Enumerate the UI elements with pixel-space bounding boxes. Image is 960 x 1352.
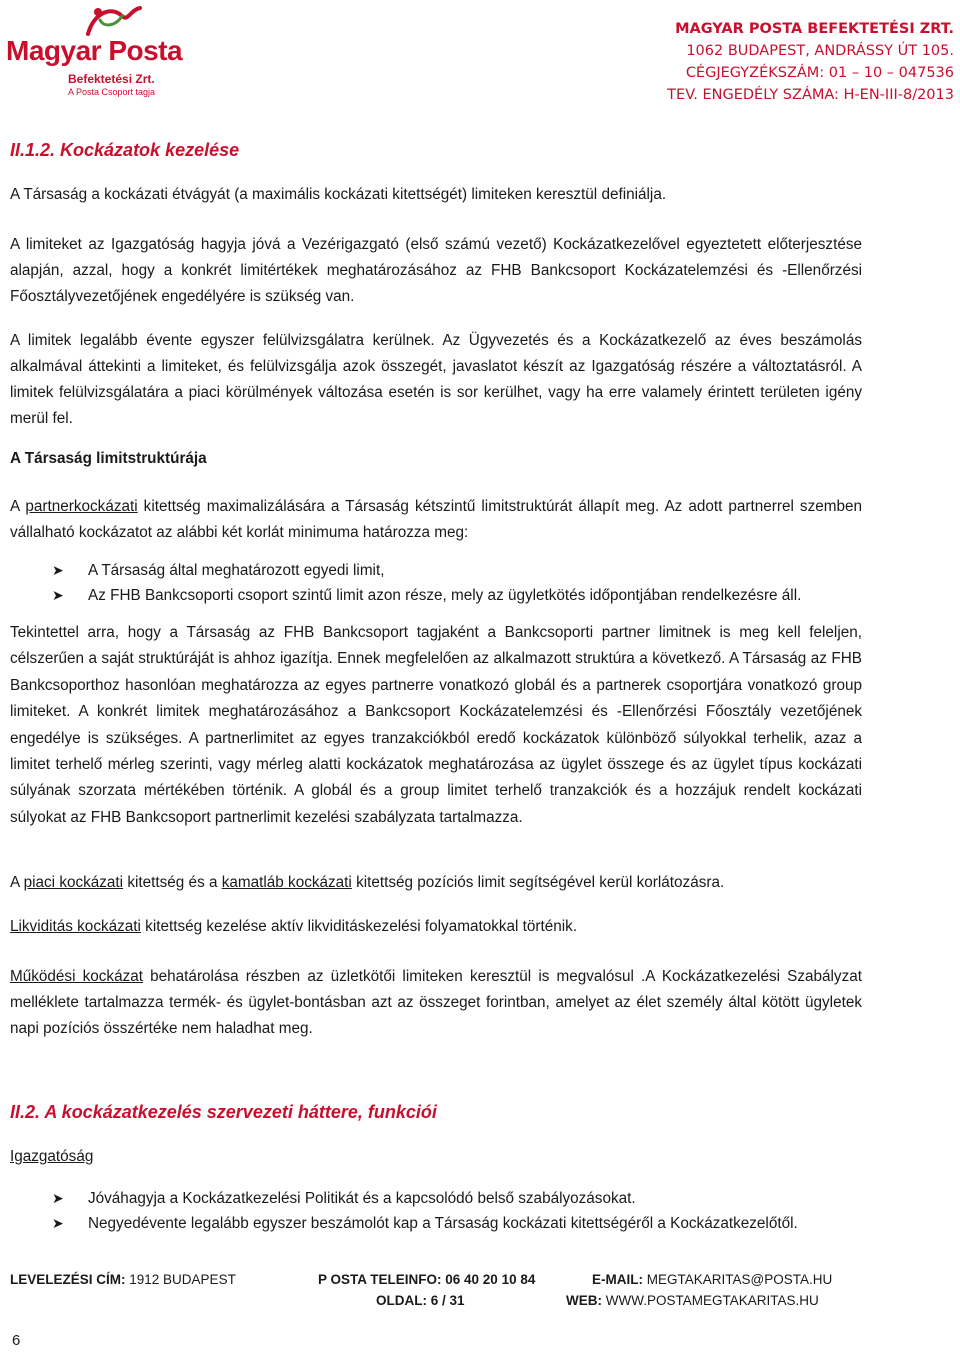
section-title-risk-management: II.1.2. Kockázatok kezelése [10,140,240,160]
paragraph-risk-appetite: A Társaság a kockázati étvágyát (a maximális kockázati kitettségét) limiteken keresztül definiálja. [10,186,667,203]
arrow-bullet-icon: ➤ [52,1190,64,1206]
company-name: MAGYAR POSTA BEFEKTETÉSI ZRT. [675,21,954,37]
footer-teleinfo: P OSTA TELEINFO: 06 40 20 10 84 [318,1272,536,1287]
company-license: TEV. ENGEDÉLY SZÁMA: H-EN-III-8/2013 [667,87,954,103]
link-partner-risk: partnerkockázati [25,498,138,515]
paragraph-operational-risk: Működési kockázat behatárolása részben az üzletkötői limiteken keresztül is megvalósul .A Kockázatkezelési Szabályzat melléklete tartalmazza termék- és ügylet-bontásban azt az összeget forintban, amelyet az élet személy által kötött ügyletek napi pozíciós összértéke nem haladhat meg. [10,968,862,1037]
paragraph-limit-review: A limitek legalább évente egyszer felülvizsgálatra kerülnek. Az Ügyvezetés és a Kockázatkezelő az éves beszámolás alkalmával áttekinti a limiteket, és felülvizsgálja azok összegét, javaslatot készít az Igazgatóság részére a változtatásról. A limitek felülvizsgálatára a piaci körülmények változása esetén is sor kerülhet, vagy ha erre valamely érintett területen igény merül fel. [10,332,862,427]
arrow-bullet-icon: ➤ [52,1215,64,1231]
paragraph-group-limits: Tekintettel arra, hogy a Társaság az FHB Bankcsoport tagjaként a Bankcsoporti partner limitnek is meg kell feleljen, célszerűen a saját struktúráját is ahhoz igazítja. Ennek megfelelően az alkalmazott struktúra a következő. A Társaság az FHB Bankcsoporthoz hasonlóan meghatározza az egyes partnerre vonatkozó globál és a partnerek csoportjára vonatkozó group limiteket. A konkrét limitek meghatározásához a Bankcsoport Kockázatelemzési és -Ellenőrzési Főosztály vezetőjének engedélye is szükséges. A partnerlimitet az egyes tranzakciókból eredő kockázatok különböző súlyokkal terhelik, azaz a limitet terhelő mérleg szerinti, vagy mérleg alatti kockázatok meghatározása az ügylet összege és az ügylet típus kockázati súlyának szorzata mértékében történik. A globál és a group limitet terhelő tranzakciók és a hozzájuk rendelt kockázati súlyokat az FHB Bankcsoport partnerlimit kezelési szabályzata tartalmazza. [10,624,862,826]
logo-tagline: A Posta Csoport tagja [68,87,156,97]
footer-web: WEB: WWW.POSTAMEGTAKARITAS.HU [566,1293,819,1308]
paragraph-partner-risk: A partnerkockázati kitettség maximalizálására a Társaság kétszintű limitstruktúrát állapít meg. Az adott partnerrel szemben vállalható kockázatot az alábbi két korlát minimuma határozza meg: [10,498,863,541]
paragraph-market-risk: A piaci kockázati kitettség és a kamatláb kockázati kitettség pozíciós limit segítségével kerül korlátozásra. [10,874,725,891]
subheading-limit-structure: A Társaság limitstruktúrája [10,450,207,467]
page-header [0,0,960,110]
company-address: 1062 BUDAPEST, ANDRÁSSY ÚT 105. [686,43,954,59]
footer-email: E-MAIL: MEGTAKARITAS@POSTA.HU [592,1272,833,1287]
logo-title: Magyar Posta [6,35,183,66]
subheading-board: Igazgatóság [10,1148,94,1165]
footer-mail-address: LEVELEZÉSI CÍM: 1912 BUDAPEST [10,1272,236,1287]
page-number: 6 [12,1332,21,1349]
footer-page-count: OLDAL: 6 / 31 [376,1293,465,1308]
arrow-bullet-icon: ➤ [52,562,64,578]
paragraph-limit-approval: A limiteket az Igazgatóság hagyja jóvá a Vezérigazgató (első számú vezető) Kockázatkezelővel egyeztetett előterjesztése alapján, azzal, hogy a konkrét limitértékek meghatározásához az FHB Bankcsoport Kockázatelemzési és -Ellenőrzési Főosztályvezetőjének engedélyére is szükség van. [10,236,862,305]
section-title-organization: II.2. A kockázatkezelés szervezeti háttere, funkciói [10,1102,437,1122]
company-registry: CÉGJEGYZÉKSZÁM: 01 – 10 – 047536 [685,65,954,81]
logo-subtitle: Befektetési Zrt. [68,72,155,86]
magyar-posta-logo [4,2,183,102]
paragraph-liquidity-risk: Likviditás kockázati kitettség kezelése aktív likviditáskezelési folyamatokkal történik. [10,918,578,935]
arrow-bullet-icon: ➤ [52,587,64,603]
company-info [667,18,954,106]
